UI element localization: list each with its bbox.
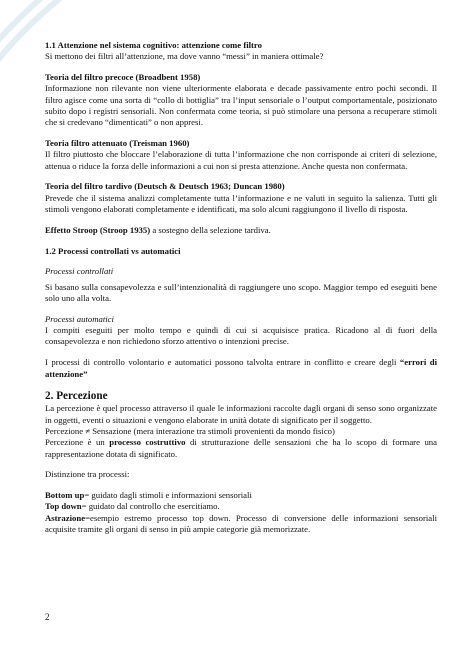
section-1-1-title: 1.1 Attenzione nel sistema cognitivo: attenzione come filtro: [45, 40, 262, 50]
bottom-up-text: = guidato dagli stimoli e informazioni sensoriali: [84, 490, 252, 501]
precoce-body: Informazione non rilevante non viene ulteriormente elaborata e decade passivamente entro pochi secondi. Il filtro agisce come una sorta di “collo di bottiglia” tra l’input sensoriale o l’output comportamentale, posizionato subito dopo i registri sensoriali. Non confermata come teoria, si può stimolare una persona a recuperare stimoli che si credevano “dimenticati” o non appresi.: [45, 83, 437, 128]
percezione-sensazione: Percezione ≠ Sensazione (mera interazione tra stimoli provenienti da mondo fisico): [45, 425, 335, 436]
costruttivo-post: di strutturazione delle sensazioni che ha lo scopo di formare una rappresentazione dotata di significato.: [45, 437, 437, 459]
astrazione-text: =esempio estremo processo top down. Processo di conversione delle informazioni sensoriali acquisite tramite gli organi di senso in più ampie categorie già memorizzate.: [45, 512, 437, 534]
conflitto-paragraph: [45, 357, 437, 380]
attenuato-body: Il filtro piuttosto che bloccare l’elaborazione di tutta l’informazione che non corrisponde ai criteri di selezione, attenua o riduce la forza delle informazioni a cui non si presta attenzione. Anche questa non confermata.: [45, 149, 437, 171]
distinzione-processi: Distinzione tra processi:: [45, 469, 130, 480]
precoce-title: Teoria del filtro precoce (Broadbent 1958): [45, 72, 201, 83]
percezione-intro: La percezione è quel processo attraverso il quale le informazioni raccolte dagli organi di senso sono organizzate in oggetti, eventi o situazioni e vengono elaborate in unità dotate di significato per il soggetto.: [45, 403, 437, 425]
page-number: 2: [45, 612, 50, 622]
tardivo-body: Prevede che il sistema analizzi completamente tutta l’informazione e ne valuti in seguito la salienza. Tutti gli stimoli vengono elaborati completamente e identificati, ma solo alcuni raggiungono il livello di risposta.: [45, 192, 437, 215]
top-down-line: [45, 501, 437, 512]
stroop-rest: a sostegno della selezione tardiva.: [150, 224, 271, 235]
automatici-label: Processi automatici: [45, 313, 114, 324]
section-1-1-body: Si mettono dei filtri all’attenzione, ma dove vanno “messi” in maniera ottimale?: [45, 51, 324, 62]
errori-attenzione: “errori di attenzione”: [45, 357, 437, 379]
section-2-title: 2. Percezione: [45, 390, 108, 403]
processo-costruttivo-paragraph: [45, 437, 437, 460]
document-page: [45, 40, 437, 535]
controllati-label: Processi controllati: [45, 266, 114, 277]
tardivo-title: Teoria del filtro tardivo (Deutsch & Deutsch 1963; Duncan 1980): [45, 181, 285, 192]
controllati-body: Si basano sulla consapevolezza e sull’intenzionalità di raggiungere uno scopo. Maggior tempo ed eseguiti bene solo uno alla volta.: [45, 281, 437, 304]
costruttivo-bold: processo costruttivo: [109, 437, 186, 448]
stroop-title: Effetto Stroop (Stroop 1935): [45, 224, 151, 235]
bottom-up-line: [45, 490, 437, 501]
section-1-2-title: 1.2 Processi controllati vs automatici: [45, 245, 181, 256]
top-down-text: = guidato dal controllo che esercitiamo.: [81, 501, 220, 512]
attenuato-title: Teoria filtro attenuato (Treisman 1960): [45, 138, 190, 149]
top-down-label: Top down: [45, 501, 82, 512]
bottom-up-label: Bottom up: [45, 490, 85, 501]
costruttivo-pre: Percezione è un: [45, 437, 110, 448]
conflitto-body: I processi di controllo volontario e automatici possono talvolta entrare in conflitto e creare degli: [45, 357, 400, 368]
astrazione-label: Astrazione: [45, 512, 86, 523]
stroop-paragraph: [45, 225, 437, 236]
automatici-body: I compiti eseguiti per molto tempo e quindi di cui si acquisisce pratica. Ricadono al di fuori della consapevolezza e non richiedono sforzo attentivo o intenzioni precise.: [45, 325, 437, 347]
astrazione-line: [45, 513, 437, 536]
